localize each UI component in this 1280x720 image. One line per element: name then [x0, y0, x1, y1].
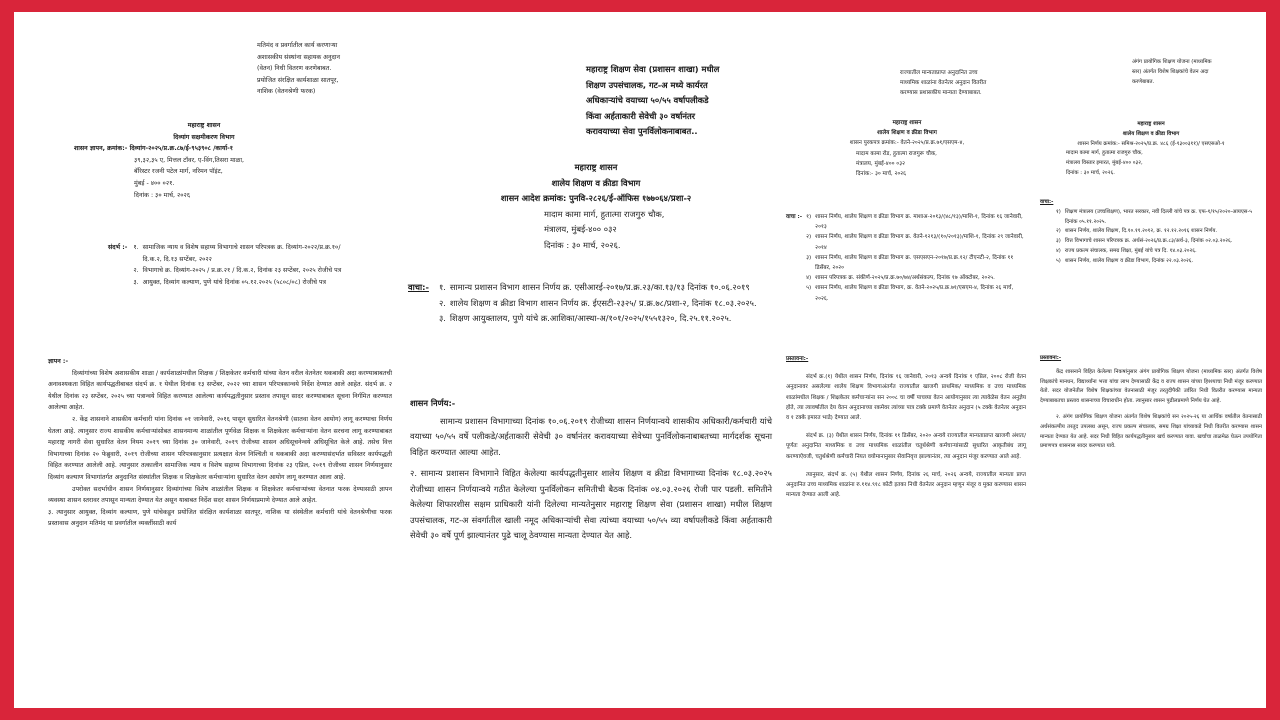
doc1-dept: दिव्यांग सक्षमीकरण विभाग	[173, 133, 235, 141]
doc3-body: प्रस्तावना:- संदर्भ क्र.(१) येथील शासन निर्णय, दिनांक १६ जानेवारी, २०१३ अन्वये दिनांक १ एप्रिल, २००८ रोजी वेतन अनुदानावर असलेल्या शालेय शिक्षण विभागाअंतर्गत राज्यातील खाजगी प्राथमिक/ माध्यमिक व उच्च माध्यमिक शाळांमधील शिक्षक / शिक्षकेतर कर्मचाऱ्यांना सन २००८ चा वर्षी पाचव्या वेतन आयोगानुसार त्या त्यावेळेस वेतन अनुज्ञेय होते, त्या त्यावर्षातील देय वेतन अनुदानाच्या रकमेवर त्यांच्या पात्र टक्के प्रमाणे वेतनेतर अनुदान (५ टक्के वेतनेतर अनुदान व १ टक्के इमारत भाडे) देण्यात आले. संदर्भ क्र. (३) येथील शासन निर्णय, दिनांक ११ डिसेंबर, २०२० अन्वये राज्यातील मान्यताप्राप्त खाजगी अंशतः/ पूर्णतः अनुदानित माध्यमिक व उच्च माध्यमिक शाळांतील चतुर्थश्रेणी कर्मचाऱ्यांसाठी सुधारित आकृतीबंध लागू करण्याऐवजी, चतुर्थश्रेणी कर्मचारी नियत वयोमानानुसार सेवानिवृत्त झाल्यानंतर, त्या अनुदान मंजूर करण्यात आले आहे. त्यानुसार, संदर्भ क्र. (५) येथील शासन निर्णय, दिनांक २६ मार्च, २०२६ अन्वये, राज्यातील मान्यता प्राप्त अनुदानित उच्च माध्यमिक शाळांना रु.११४.९१८ कोटी इतका निधी वेतनेतर अनुदान म्हणून मंजूर व मुक्त करण्यास शासन मान्यता देण्यात आली आहे.	[786, 356, 1026, 499]
reference-item: ३. शिक्षण आयुक्तालय, पुणे यांचे क्र.आशिका/आस्था-अ/१०१/२०२५/१५५१३२०, दि.२५.११.२०२५.	[438, 313, 732, 323]
doc2-date: दिनांक : ३० मार्च, २०२६.	[544, 239, 621, 250]
doc4-header: महाराष्ट्र शासन शालेय शिक्षण व क्रीडा विभाग शासन निर्णय क्रमांक:- समिश्र-२०२५/प्र.क्र. ४८६ (ई-१३००३११)/ एसएसओ-१ मादाम कामा मार्ग, हुतात्मा राजगुरु चौक, मंत्रालय विस्तार इमारत, मुंबई-४०० ०३२, दिनांक : ३० मार्च, २०२६.	[1046, 120, 1256, 179]
doc1-date: दिनांक : ३० मार्च, २०२६	[134, 191, 191, 199]
doc2-header: महाराष्ट्र शासन शालेय शिक्षण व क्रीडा विभाग शासन आदेश क्रमांक: पुनवि-२८२६/ई-ऑफिस १७७०६४/प्रशा-२ मादाम कामा मार्ग, हुतात्मा राजगुरु चौक, मंत्रालय, मुंबई-४०० ०३२ दिनांक : ३० मार्च, २०२६.	[426, 160, 766, 253]
reference-item: १) शासन निर्णय, शालेय शिक्षण व क्रीडा विभाग क्र. माशाअ-२०१३/(४८/१३)/माशि-१, दिनांक १६ जानेवारी, २०१३	[806, 214, 1023, 231]
doc2-gov: महाराष्ट्र शासन	[574, 162, 618, 172]
doc2-references: वाचा:- १. सामान्य प्रशासन विभाग शासन निर्णय क्र. एसीआरई-२०१७/प्र.क्र.२३/का.१३/१३ दिनांक १०.०६.२०१९ २. शालेय शिक्षण व क्रीडा विभाग शासन निर्णय क्र. ईएसटी-२३२५/ प्र.क्र.७८/प्रशा-२, दिनांक १८.०३.२०२५. ३. शिक्षण आयुक्तालय, पुणे यांचे क्र.आशिका/आस्था-अ/१०१/२०२५/१५५१३२०, दि.२५.११.२०२५.	[408, 280, 768, 327]
doc4-body: प्रस्तावना:- केंद्र शासनाने विहित केलेल्या निकषांनुसार अंगंग प्रायोगिक शिक्षण योजना (माध्यमिक स्तर) अंतर्गत विशेष शिक्षकांचे मानधन, विद्यार्थ्यांना भत्ता यांचा लाभ देण्यासाठी केंद्र व राज्य शासन यांच्या हिश्श्याचा निधी मंजूर करण्यात येतो. सदर योजनेतील विशेष शिक्षकांच्या वेतनासाठी मंजूर तरतुदीपैकी उर्वरित निधी वितरीत करण्यास मान्यता देण्याबाबतचा प्रस्ताव शासनाच्या विचाराधीन होता. त्यानुसार शासन पुढीलप्रमाणे निर्णय घेत आहे. २. अंगंग प्रायोगिक शिक्षण योजना अंतर्गत विशेष शिक्षकांचे सन २०२५-२६ या आर्थिक वर्षातील वेतनासाठी अर्थसंकल्पीय तरतूद उपलब्ध असून, राज्य प्रकल्प संचालक, समग्र शिक्षा यांच्याकडे निधी वितरीत करण्यास शासन मान्यता देण्यात येत आहे. सदर निधी विहित कार्यपद्धतीनुसार खर्च करण्यात यावा. खर्चाचा ताळमेळ घेऊन उपयोगिता प्रमाणपत्र शासनास सादर करण्यात यावे.	[1040, 355, 1262, 450]
doc3-dept: शालेय शिक्षण व क्रीडा विभाग	[877, 130, 937, 137]
document-collage	[14, 12, 1266, 708]
reference-item: १. सामान्य प्रशासन विभाग शासन निर्णय क्र. एसीआरई-२०१७/प्र.क्र.२३/का.१३/१३ दिनांक १०.०६.२०१९	[438, 282, 750, 292]
doc3-order-no: शासन पुरकपत्र क्रमांक:- वेतने-२०२५/प्र.क्र.७१/एसएम-४,	[849, 140, 965, 147]
doc3-subject: राज्यातील मान्यताप्राप्त अनुदानित उच्च माध्यमिक शाळांना वेतनेतर अनुदान वितरीत करण्यास प्रशासकीय मान्यता देण्याबाबत.	[900, 70, 987, 97]
reference-item: ५) शासन निर्णय, शालेय शिक्षण व क्रीडा विभाग, दिनांक २२.०३.२०२६.	[1056, 257, 1194, 264]
doc4-references: वाचा:- १) शिक्षण मंत्रालय (उच्चशिक्षण), भारत सरकार, नवी दिल्ली यांचे पत्र क्र. एफ-१/१५/२०२०-आयएस-५ दिनांक ०५.११.२०२५. २) शासन निर्णय, शालेय शिक्षण, दि.१०.११.२०१२, क्र. १२.१२.२०१६ शासन निर्णय. ३) वित्त विभागाचे शासन परिपत्रक क्र. अर्थसं-२०२६/प्र.क्र.८३/अर्थ-३, दिनांक ०२.०३.२०२६. ४) राज्य प्रकल्प संचालक, समग्र शिक्षा, मुंबई यांचे पत्र दि. १४.०३.२०२६. ५) शासन निर्णय, शालेय शिक्षण व क्रीडा विभाग, दिनांक २२.०३.२०२६.	[1040, 198, 1260, 267]
reference-item: ४) शासन परिपत्रक क्र. संकीर्ण-२०२५/प्र.क्र.७०/७४/अर्थसंकल्प, दिनांक १७ ऑक्टोबर, २०२५.	[806, 275, 995, 282]
doc2-subject: महाराष्ट्र शिक्षण सेवा (प्रशासन शाखा) मधील शिक्षण उपसंचालक, गट-अ मध्ये कार्यरत अधिकाऱ्यांचे वयाच्या ५०/५५ वर्षापलीकडे किंवा अर्हताकारी सेवेची ३० वर्षानंतर करावयाच्या सेवा पुनर्विलोकनाबाबत..	[586, 64, 720, 136]
reference-item: ४) राज्य प्रकल्प संचालक, समग्र शिक्षा, मुंबई यांचे पत्र दि. १४.०३.२०२६.	[1056, 247, 1197, 254]
reference-item: ३) शासन निर्णय, शालेय शिक्षण व क्रीडा विभाग क्र. एसएसएन-२०१७/प्र.क्र.१२/ टीएनटी-२, दिनांक ११ डिसेंबर, २०२०	[806, 254, 1014, 272]
reference-item: २) शासन निर्णय, शालेय शिक्षण व क्रीडा विभाग क्र. वेतने-१२१३/(१०/२०१३)/माशि-१, दिनांक २९ जानेवारी, २०१४	[806, 234, 1024, 251]
doc3-gov: महाराष्ट्र शासन	[892, 120, 922, 126]
doc1-references: संदर्भ :- १. सामाजिक न्याय व विशेष सहाय्य विभागाचे शासन परिपत्रक क्र. दिव्यांग-२०२२/प्र.क्र.१०/ दि.क.२, दि.१३ सप्टेंबर, २०२२ २. विभागाचे क्र. दिव्यांग-२०२५ / प्र.क्र.२१ / दि.क.२, दिनांक २३ सप्टेंबर, २०२५ रोजीचे पत्र ३. आयुक्त, दिव्यांग कल्याण, पुणे यांचे दिनांक ०५.१२.२०२५ (५८०८/०८) रोजीचे पत्र	[108, 242, 348, 288]
doc1-body: ज्ञापन :- दिव्यांगांच्या विशेष अशासकीय शाळा / कार्यशाळांमधील शिक्षक / शिक्षकेतर कर्मचारी यांच्या वेतन वरील वेतनेतर थकबाकी अदा करण्याबाबतची अनावश्यकता विहित कार्यपद्धतीबाबत संदर्भ क्र. १ येथील दिनांक १३ सप्टेंबर, २०२२ च्या शासन परिपत्रकान्वये निर्देश देण्यात आले आहेत. संदर्भ क्र. २ येथील दिनांक २३ सप्टेंबर, २०२५ च्या पत्रान्वये विहित करण्यात आलेल्या कार्यपद्धतीनुसार प्रस्ताव तपासून सादर करण्याबाबत सूचना निर्गमित करण्यात आलेल्या आहेत. २. केंद्र शासनाने शासकीय कर्मचारी यांना दिनांक ०१ जानेवारी, २०१६ पासून सुधारित वेतनश्रेणी (सातवा वेतन आयोग) लागू करण्याचा निर्णय घेतला आहे. त्यानुसार राज्य शासकीय कर्मचाऱ्यांसोबत शासनमान्य शाळांतील पूर्णवेळ शिक्षक व शिक्षकेतर कर्मचाऱ्यांना वेतन सरचना लागू करण्याबाबत महाराष्ट्र नागरी सेवा सुधारित वेतन नियम २०१९ च्या दिनांक ३० जानेवारी, २०१९ रोजीच्या शासन अधिसूचनेन्वये अधिसूचित केले आहे. तसेच वित्त विभागाच्या दिनांक २० फेब्रुवारी, २०१९ रोजीच्या शासन परिपत्रकानुसार प्रत्यक्षात वेतन निश्चिती व थकबाकी अदा करण्यासंदर्भात सविस्तर कार्यपद्धती विहित करण्यात आलेली आहे. त्यानुसार तत्कालीन सामाजिक न्याय व विशेष सहाय्य विभागाच्या दिनांक २३ एप्रिल, २०१९ रोजीच्या शासन निर्णयानुसार दिव्यांग कल्याण विभागांतर्गत अनुदानित संस्थांतील शिक्षक व शिक्षकेतर कर्मचाऱ्यांना सुधारित वेतन आयोग लागू करण्यात आला आहे. उपरोक्त सदर्भाधीन शासन निर्णयानुसार दिव्यांगांच्या विशेष शाळांतील शिक्षक व शिक्षकेतर कर्मचाऱ्यांच्या वेतनात फरक देण्यासाठी ज्ञापन व्यवस्था शासन स्तरावर तपासून मान्यता देण्यात येत असून याबाबत निर्देश सदर शासन निर्णयाप्रमाणे देण्यात आले आहेत. ३. त्यानुसार आयुक्त, दिव्यांग कल्याण, पुणे यांचेकडून प्रयोजित संरक्षित कार्यशाळा सातपूर, नाशिक या संस्थेतील कर्मचारी यांचे वेतनश्रेणीचा फरक प्रस्तावास अनुदान मतिमंद या प्रवर्गातील व्यक्तींसाठी कार्य	[48, 358, 392, 528]
doc1-gov: महाराष्ट्र शासन	[187, 122, 221, 129]
reference-item: २. शालेय शिक्षण व क्रीडा विभाग शासन निर्णय क्र. ईएसटी-२३२५/ प्र.क्र.७८/प्रशा-२, दिनांक १८.०३.२०२५.	[438, 297, 757, 308]
doc3-references: वाचा :- १) शासन निर्णय, शालेय शिक्षण व क्रीडा विभाग क्र. माशाअ-२०१३/(४८/१३)/माशि-१, दिनांक १६ जानेवारी, २०१३ २) शासन निर्णय, शालेय शिक्षण व क्रीडा विभाग क्र. वेतने-१२१३/(१०/२०१३)/माशि-१, दिनांक २९ जानेवारी, २०१४ ३) शासन निर्णय, शालेय शिक्षण व क्रीडा विभाग क्र. एसएसएन-२०१७/प्र.क्र.१२/ टीएनटी-२, दिनांक ११ डिसेंबर, २०२० ४) शासन परिपत्रक क्र. संकीर्ण-२०२५/प्र.क्र.७०/७४/अर्थसंकल्प, दिनांक १७ ऑक्टोबर, २०२५. ५) शासन निर्णय, शालेय शिक्षण व क्रीडा विभाग, क्र. वेतने-२०२५/प्र.क्र.७१/एसएम-४, दिनांक २६ मार्च, २०२६.	[786, 212, 1026, 304]
doc2-dept: शालेय शिक्षण व क्रीडा विभाग	[551, 177, 641, 188]
document-1	[14, 12, 399, 708]
doc4-date: दिनांक : ३० मार्च, २०२६.	[1066, 169, 1115, 176]
reference-item: ३. आयुक्त, दिव्यांग कल्याण, पुणे यांचे दिनांक ०५.१२.२०२५ (५८०८/०८) रोजीचे पत्र	[133, 278, 327, 286]
document-2	[406, 12, 776, 708]
document-3	[782, 12, 1032, 708]
reference-item: २. विभागाचे क्र. दिव्यांग-२०२५ / प्र.क्र.२१ / दि.क.२, दिनांक २३ सप्टेंबर, २०२५ रोजीचे पत्र	[133, 267, 342, 275]
doc1-header: महाराष्ट्र शासन दिव्यांग सक्षमीकरण विभाग शासन ज्ञापन, क्रमांक:- दिव्यांग-२०२५/प्र.क्र.८७/ई-९५३९०८ /कार्या-१ ३९,३२,३५ ए, मित्तल टॉवर, ए-विंग,तिसरा माळा, बॅरिस्टर रजनी पटेल मार्ग, नरिमन पॉइंट, मुंबई - ४०० ०२१. दिनांक : ३० मार्च, २०२६	[74, 120, 334, 201]
reference-item: १) शिक्षण मंत्रालय (उच्चशिक्षण), भारत सरकार, नवी दिल्ली यांचे पत्र क्र. एफ-१/१५/२०२०-आयएस-५ दिनांक ०५.११.२०२५.	[1056, 208, 1253, 225]
doc1-order-no: शासन ज्ञापन, क्रमांक:- दिव्यांग-२०२५/प्र.क्र.८७/ई-९५३९०८ /कार्या-१	[74, 145, 234, 153]
doc3-date: दिनांक:- ३० मार्च, २०२६	[856, 171, 907, 178]
reference-item: ५) शासन निर्णय, शालेय शिक्षण व क्रीडा विभाग, क्र. वेतने-२०२५/प्र.क्र.७१/एसएम-४, दिनांक २६ मार्च, २०२६.	[806, 285, 1014, 302]
doc3-header: महाराष्ट्र शासन शालेय शिक्षण व क्रीडा विभाग शासन पुरकपत्र क्रमांक:- वेतने-२०२५/प्र.क्र.७१/एसएम-४, मादाम कामा रोड, हुतात्मा राजगुरू चौक, मंत्रालय, मुंबई-४०० ०३२ दिनांक:- ३० मार्च, २०२६	[792, 118, 1022, 179]
doc1-subject: मतिमंद व प्रवर्गातील कार्य करणाऱ्या अशासकीय संस्थांना सहायक अनुदान (वेतन) निधी वितरण करणेबाबत. प्रयोजित संरक्षित कार्यशाळा सातपूर, नाशिक (वेतनश्रेणी फरक)	[257, 42, 340, 96]
document-4	[1036, 12, 1266, 708]
doc2-body: शासन निर्णय:- सामान्य प्रशासन विभागाच्या दिनांक १०.०६.२०१९ रोजीच्या शासन निर्णयान्वये शासकीय अधिकारी/कर्मचारी यांचे वयाच्या ५०/५५ वर्षे पलीकडे/अर्हताकारी सेवेची ३० वर्षानंतर करावयाच्या सेवेच्या पुनर्विलोकनाबाबतच्या मार्गदर्शक सूचना विहित करण्यात आल्या आहेत. २. सामान्य प्रशासन विभागाने विहित केलेल्या कार्यपद्धतीनुसार शालेय शिक्षण व क्रीडा विभागाच्या दिनांक १८.०३.२०२५ रोजीच्या शासन निर्णयान्वये गठीत केलेल्या पुनर्विलोकन समितीची बैठक दिनांक ०४.०३.२०२६ रोजी पार पडली. समितीने केलेल्या शिफारशीस सक्षम प्राधिकारी यांनी दिलेल्या मान्यतेनुसार महाराष्ट्र शिक्षण सेवा (प्रशासन शाखा) मधील शिक्षण उपसंचालक, गट-अ संवर्गातील खाली नमूद अधिकाऱ्यांची सेवा त्यांच्या वयाच्या ५०/५५ व्या वर्षापलीकडे किंवा अर्हताकारी सेवेची ३० वर्षे पूर्ण झाल्यानंतर पुढे चालू ठेवण्यास मान्यता देण्यात येत आहे.	[410, 398, 772, 540]
reference-item: ३) वित्त विभागाचे शासन परिपत्रक क्र. अर्थसं-२०२६/प्र.क्र.८३/अर्थ-३, दिनांक ०२.०३.२०२६.	[1056, 238, 1233, 245]
doc4-order-no: शासन निर्णय क्रमांक:- समिश्र-२०२५/प्र.क्र. ४८६ (ई-१३००३११)/ एसएसओ-१	[1077, 140, 1225, 147]
reference-item: २) शासन निर्णय, शालेय शिक्षण, दि.१०.११.२०१२, क्र. १२.१२.२०१६ शासन निर्णय.	[1056, 228, 1218, 235]
doc4-dept: शालेय शिक्षण व क्रीडा विभाग	[1122, 130, 1180, 137]
doc4-gov: महाराष्ट्र शासन	[1137, 121, 1165, 127]
doc2-order-no: शासन आदेश क्रमांक: पुनवि-२८२६/ई-ऑफिस १७७०६४/प्रशा-२	[500, 193, 692, 203]
doc4-subject: अंगंग प्रायोगिक शिक्षण योजना (माध्यमिक स्तर) अंतर्गत विशेष शिक्षकांचे वेतन अदा करणेबाबत.	[1132, 59, 1212, 85]
reference-item: १. सामाजिक न्याय व विशेष सहाय्य विभागाचे शासन परिपत्रक क्र. दिव्यांग-२०२२/प्र.क्र.१०/ दि.क.२, दि.१३ सप्टेंबर, २०२२	[133, 244, 341, 263]
